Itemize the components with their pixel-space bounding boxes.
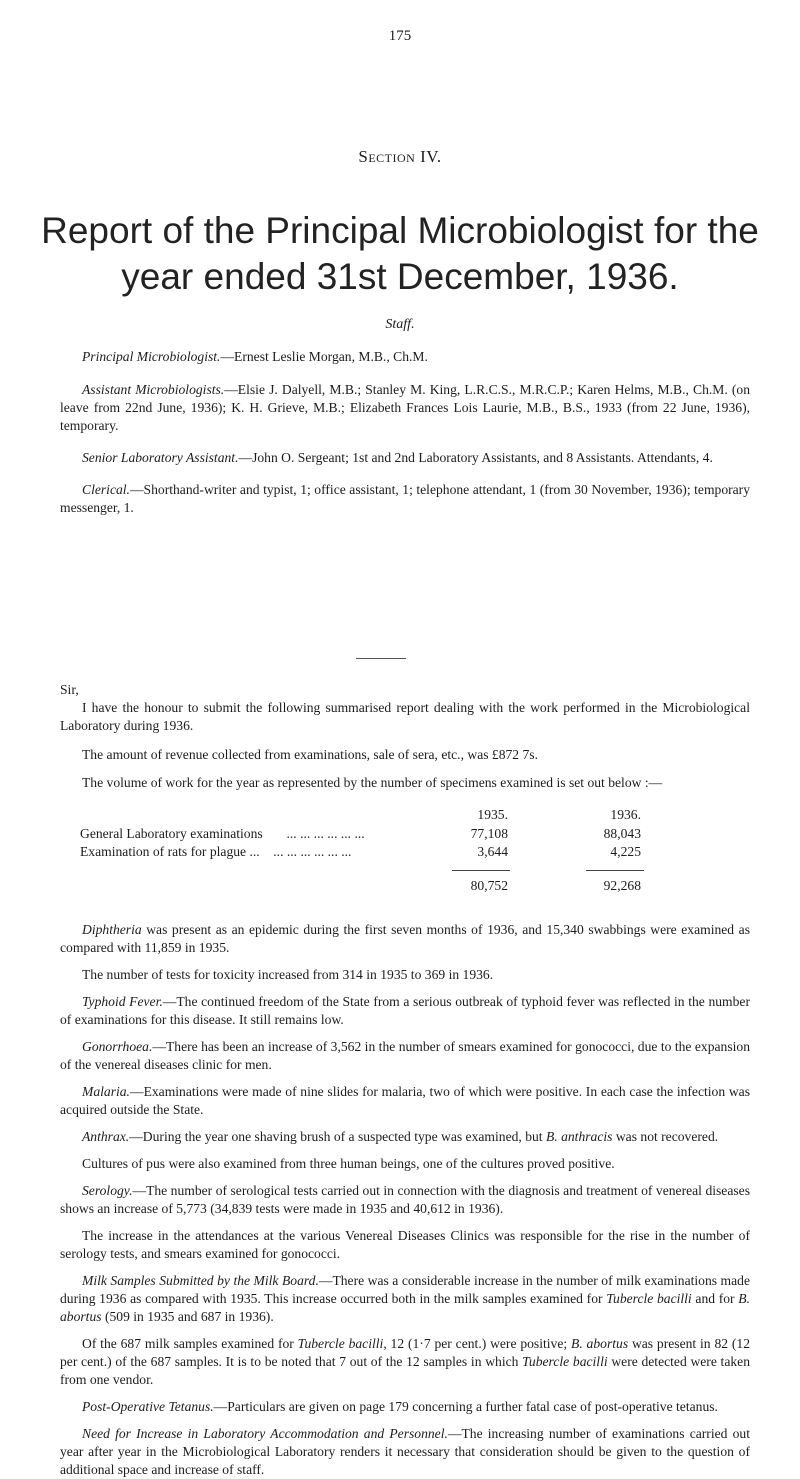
volume-paragraph: The volume of work for the year as represented by the number of specimens examined is set out below :— <box>82 775 663 790</box>
staff-principal: Principal Microbiologist.—Ernest Leslie Morgan, M.B., Ch.M. <box>82 349 428 364</box>
paragraph-cultures: Cultures of pus were also examined from three human beings, one of the cultures proved positive. <box>82 1156 615 1171</box>
staff-heading: Staff. <box>385 317 415 332</box>
section-heading: Section IV. <box>358 147 442 166</box>
table-cell: 4,225 <box>610 844 641 859</box>
letter-opening <box>60 681 750 792</box>
total-1935: 80,752 <box>470 878 508 893</box>
year-1935-header: 1935. <box>477 807 508 822</box>
staff-clerical: Clerical.—Shorthand-writer and typist, 1; office assistant, 1; telephone attendant, 1 (from 30 November, 1936); temporary messenger, 1. <box>60 482 750 515</box>
paragraph-diphtheria: Diphtheria was present as an epidemic during the first seven months of 1936, and 15,340 swabbings were examined as compared with 11,859 in 1935. <box>60 922 750 955</box>
staff-assistants: Assistant Microbiologists.—Elsie J. Dalyell, M.B.; Stanley M. King, L.R.C.S., M.R.C.P.; Karen Helms, M.B., Ch.M. (on leave from 22nd June, 1936); K. H. Grieve, M.B.; Elizabeth Frances Lois Laurie, M.B., B.S., 1933 (from 22 June, 1936), temporary. <box>60 382 750 433</box>
table-cell: 88,043 <box>603 826 641 841</box>
page-number: 175 <box>388 28 412 44</box>
paragraph-anthrax: Anthrax.—During the year one shaving brush of a suspected type was examined, but B. anthracis was not recovered. <box>82 1129 719 1144</box>
total-rule-1935 <box>452 870 510 871</box>
paragraph-serology: Serology.—The number of serological tests carried out in connection with the diagnosis and treatment of venereal diseases shows an increase of 5,773 (34,839 tests were made in 1935 and 40,612 in 1936). <box>60 1183 750 1216</box>
total-rule-1936 <box>586 870 644 871</box>
intro-paragraph: I have the honour to submit the following summarised report dealing with the work performed in the Microbiological Laboratory during 1936. <box>60 700 750 733</box>
report-title: Report of the Principal Microbiologist for the year ended 31st December, 1936. <box>41 210 759 297</box>
paragraph-tetanus: Post-Operative Tetanus.—Particulars are given on page 179 concerning a further fatal case of post-operative tetanus. <box>82 1399 718 1414</box>
revenue-paragraph: The amount of revenue collected from examinations, sale of sera, etc., was £872 7s. <box>82 747 538 762</box>
paragraph-attendance: The increase in the attendances at the various Venereal Diseases Clinics was responsible for the rise in the number of serology tests, and smears examined for gonococci. <box>60 1228 750 1261</box>
table-cell: 3,644 <box>477 844 508 859</box>
staff-senior: Senior Laboratory Assistant.—John O. Sergeant; 1st and 2nd Laboratory Assistants, and 8 Assistants. Attendants, 4. <box>82 450 713 465</box>
total-1936: 92,268 <box>603 878 641 893</box>
paragraph-toxicity: The number of tests for toxicity increased from 314 in 1935 to 369 in 1936. <box>82 967 494 982</box>
staff-block <box>60 348 750 517</box>
table-row-label: Examination of rats for plague ... ... ... ... ... ... ... <box>80 844 352 859</box>
table-cell: 77,108 <box>470 826 508 841</box>
paragraph-milk-results: Of the 687 milk samples examined for Tubercle bacilli, 12 (1·7 per cent.) were positive; B. abortus was present in 82 (12 per cent.) of the 687 samples. It is to be noted that 7 out of the 12 samples in which Tubercle bacilli were detected were taken from one vendor. <box>60 1336 751 1387</box>
paragraph-typhoid: Typhoid Fever.—The continued freedom of the State from a serious outbreak of typhoid fever was reflected in the number of examinations for this disease. It still remains low. <box>60 994 750 1027</box>
divider <box>356 658 406 659</box>
paragraph-malaria: Malaria.—Examinations were made of nine slides for malaria, two of which were positive. In each case the infection was acquired outside the State. <box>60 1084 750 1117</box>
paragraph-gonorrhoea: Gonorrhoea.—There has been an increase of 3,562 in the number of smears examined for gonococci, due to the expansion of the venereal diseases clinic for men. <box>60 1039 750 1072</box>
table-row-label: General Laboratory examinations ... ... ... ... ... ... <box>80 826 365 841</box>
report-body <box>60 921 750 1479</box>
salutation: Sir, <box>60 682 79 697</box>
year-1936-header: 1936. <box>610 807 641 822</box>
paragraph-need: Need for Increase in Laboratory Accommodation and Personnel.—The increasing number of examinations carried out year after year in the Microbiological Laboratory renders it necessary that consideration should be given to the question of additional space and increase of staff. <box>60 1426 750 1477</box>
paragraph-milk: Milk Samples Submitted by the Milk Board.—There was a considerable increase in the number of milk examinations made during 1936 as compared with 1935. This increase occurred both in the milk samples examined for Tubercle bacilli and for B. abortus (509 in 1935 and 687 in 1936). <box>60 1273 750 1324</box>
